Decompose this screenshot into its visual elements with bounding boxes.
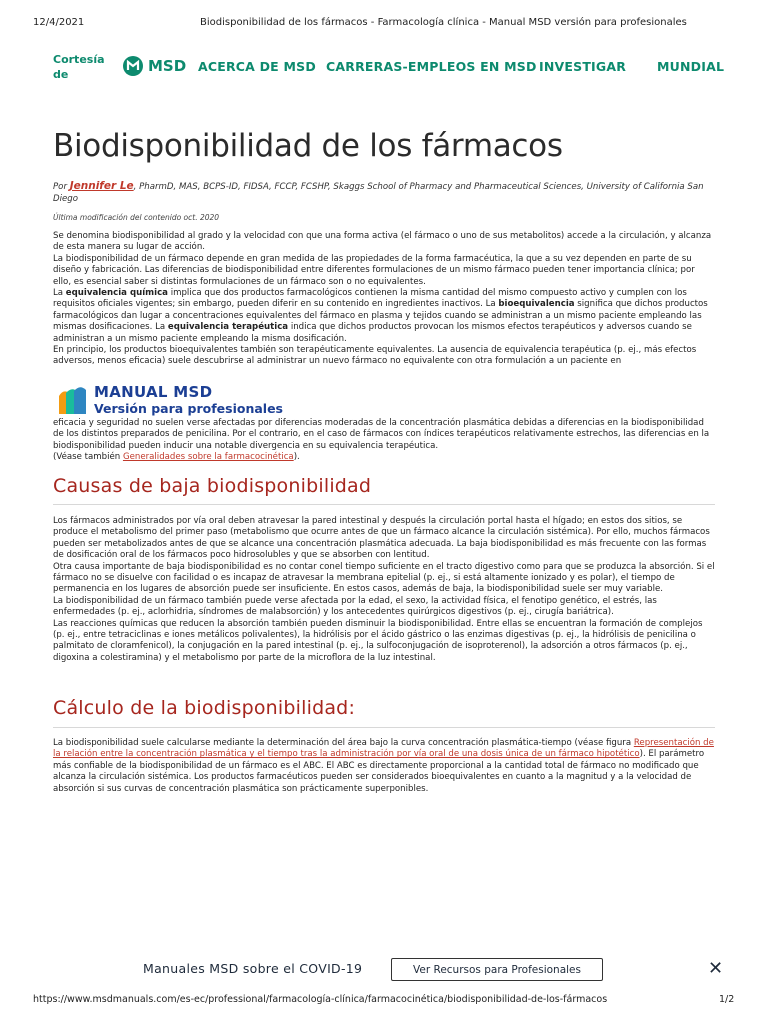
by-prefix: Por (53, 182, 67, 192)
close-icon[interactable]: ✕ (708, 958, 724, 979)
nav-investigar[interactable]: INVESTIGAR (539, 59, 627, 74)
print-footer-page: 1/2 (719, 994, 735, 1005)
term-equivalencia-terapeutica: equivalencia terapéutica (167, 322, 289, 333)
msd-logo-icon (122, 55, 144, 77)
print-footer-url: https://www.msdmanuals.com/es-ec/professional/farmacología-clínica/farmacocinética/biodisponibilidad-de-los-fármacos (33, 994, 608, 1005)
intro-p5: eficacia y seguridad no suelen verse afectadas por diferencias moderadas de la concentración plasmática debidas a diferencias en la biodisponibilidad de los distintos preparados de penicilina. Por el contrario, en el caso de fármacos con índices terapéuticos relativamente estrechos, las diferencias en la biodisponibilidad pueden inducir una notable divergencia en su equivalencia terapéutica. (53, 418, 710, 451)
intro-p3: La equivalencia química implica que dos productos farmacológicos contienen la misma cantidad del mismo compuesto activo y cumplen con los requisitos oficiales vigentes; sin embargo, pueden diferir en su contenido en ingredientes inactivos. La bioequivalencia significa que dichos productos farmacológicos dan lugar a concentraciones equivalentes del fármaco en plasma y tejidos cuando se administran a un mismo paciente empleando las mismas dosificaciones. La equivalencia terapéutica indica que dichos productos provocan los mismos efectos terapéuticos y adversos cuando se administran a un mismo paciente empleando la misma dosificación. (53, 288, 708, 344)
section1-p2: Otra causa importante de baja biodisponibilidad es no contar conel tiempo suficiente en el tracto digestivo como para que se produzca la absorción. Si el fármaco no se disuelve con facilidad o es incapaz de atravesar la membrana epitelial (p. ej., si está altamente ionizado y es polar), el tiempo de permanencia en los lugares de absorción puede ser insuficiente. En estos casos, además de baja, la biodisponibilidad suele ser muy variable. (53, 561, 715, 595)
nav-carreras[interactable]: CARRERAS-EMPLEOS EN MSD (326, 59, 537, 74)
courtesy-label: Cortesía de (53, 53, 105, 81)
intro-text (53, 231, 715, 368)
intro-p2: La biodisponibilidad de un fármaco depende en gran medida de las propiedades de la forma farmacéutica, la que a su vez dependen en parte de su diseño y fabricación. Las diferencias de biodisponibilidad entre diferentes formulaciones de un mismo fármaco pueden tener importancia clínica; por ello, es esencial saber si distintas formulaciones de un fármaco son o no equivalentes. (53, 253, 695, 287)
last-modified: Última modificación del contenido oct. 2020 (53, 213, 220, 222)
covid-resources-button[interactable]: Ver Recursos para Profesionales (391, 958, 603, 981)
section1-p1: Los fármacos administrados por vía oral deben atravesar la pared intestinal y después la circulación portal hasta el hígado; en estos dos sitios, se produce el metabolismo del primer paso (metabolismo que ocurre antes de que un fármaco alcance la circulación sistémica). Por ello, muchos fármacos pueden ser metabolizados antes de que se alcance una concentración plasmática adecuada. La baja biodisponibilidad es más frecuente con las formas de dosificación oral de los fármacos poco hidrosolubles y que se absorben con lentitud. (53, 516, 710, 561)
see-also: (Véase también Generalidades sobre la farmacocinética). (53, 452, 300, 463)
section1-p3: La biodisponibilidad de un fármaco también puede verse afectada por la edad, el sexo, la actividad física, el fenotipo genético, el estrés, las enfermedades (p. ej., aclorhidria, síndromes de malabsorción) y los antecedentes quirúrgicos digestivos (p. ej., cirugía bariátrica). (53, 595, 657, 618)
author-credentials: , PharmD, MAS, BCPS-ID, FIDSA, FCCP, FCSHP, Skaggs School of Pharmacy and Pharmaceutical Sciences, University of California San Diego (53, 182, 704, 204)
print-date: 12/4/2021 (33, 17, 85, 28)
section1-p4: Las reacciones químicas que reducen la absorción también pueden disminuir la biodisponibilidad. Entre ellas se encuentran la formación de complejos (p. ej., entre tetraciclinas e iones metálicos polivalentes), la hidrólisis por el ácido gástrico o las enzimas digestivas (p. ej., la hidrólisis de penicilina o palmitato de cloramfenicol), la conjugación en la pared intestinal (p. ej., la sulfoconjugación de isoproterenol), la adsorción a otros fármacos (p. ej., digoxina a colestiramina) y el metabolismo por parte de la microflora de la luz intestinal. (53, 618, 703, 663)
manual-msd-title: MANUAL MSD (94, 383, 213, 401)
manual-msd-subtitle: Versión para profesionales (94, 401, 283, 416)
nav-mundial[interactable]: MUNDIAL (657, 59, 725, 74)
see-also-link[interactable]: Generalidades sobre la farmacocinética (122, 452, 294, 463)
nav-acerca[interactable]: ACERCA DE MSD (198, 59, 316, 74)
intro-text-continued (53, 418, 715, 464)
section-divider (53, 504, 715, 505)
term-bioequivalencia: bioequivalencia (498, 299, 575, 310)
author-link[interactable]: Jennifer Le (69, 180, 134, 192)
section2-p1: La biodisponibilidad suele calcularse mediante la determinación del área bajo la curva concentración plasmática-tiempo (véase figura Representación de la relación entre la concentración plasmática y el tiempo tras la administración por vía oral de una dosis única de un fármaco hipotético). El parámetro más confiable de la biodisponibilidad de un fármaco es el ABC. El ABC es directamente proporcional a la cantidad total de fármaco no modificado que alcanza la circulación sistémica. Los productos farmacéuticos pueden ser considerados bioequivalentes en cuanto a la magnitud y a la velocidad de absorción si sus curvas de concentración plasmática son prácticamente superponibles. (53, 738, 714, 794)
section-heading-calculo: Cálculo de la biodisponibilidad: (53, 697, 356, 719)
section-divider (53, 727, 715, 728)
figure-link[interactable]: Representación de la relación entre la concentración plasmática y el tiempo tras la administración por vía oral de una dosis única de un fármaco hipotético (53, 738, 714, 760)
term-equivalencia-quimica: equivalencia química (65, 288, 168, 299)
section1-text (53, 516, 715, 664)
covid-banner-text: Manuales MSD sobre el COVID-19 (143, 961, 363, 976)
print-title: Biodisponibilidad de los fármacos - Farmacología clínica - Manual MSD versión para profesionales (200, 17, 687, 28)
msd-brand-text: MSD (148, 57, 187, 75)
byline (53, 180, 713, 205)
intro-p4: En principio, los productos bioequivalentes también son terapéuticamente equivalentes. La ausencia de equivalencia terapéutica (p. ej., más efectos adversos, menos eficacia) suele descubrirse al administrar un nuevo fármaco no equivalente con otra formulación a un paciente en (53, 345, 697, 367)
intro-p1: Se denomina biodisponibilidad al grado y la velocidad con que una forma activa (el fármaco o uno de sus metabolitos) accede a la circulación, y alcanza de esta manera su lugar de acción. (53, 231, 712, 253)
page-title: Biodisponibilidad de los fármacos (53, 128, 563, 164)
manual-msd-book-icon (56, 384, 88, 416)
section2-text (53, 738, 715, 795)
msd-logo-link[interactable] (122, 55, 186, 77)
section-heading-causas: Causas de baja biodisponibilidad (53, 475, 372, 497)
